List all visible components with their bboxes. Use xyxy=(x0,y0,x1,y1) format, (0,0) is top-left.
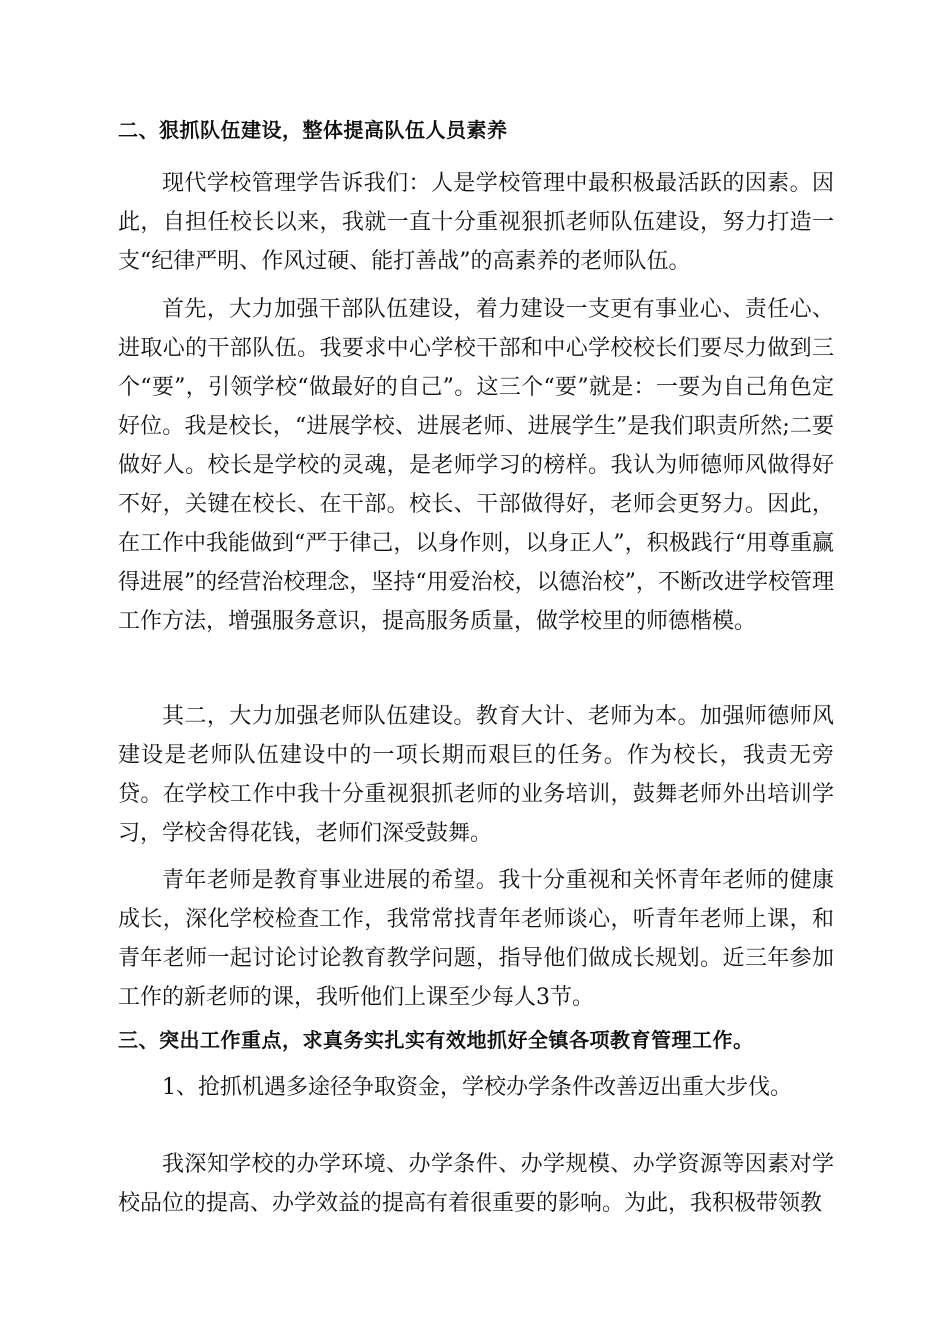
paragraph-1: 现代学校管理学告诉我们：人是学校管理中最积极最活跃的因素。因此，自担任校长以来，我就一直十分重视狠抓老师队伍建设，努力打造一支“纪律严明、作风过硬、能打善战”的高素养的老师队伍。 xyxy=(118,171,834,274)
paragraph-4: 青年老师是教育事业进展的希望。我十分重视和关怀青年老师的健康成长，深化学校检查工作，我常常找青年老师谈心，听青年老师上课，和青年老师一起讨论讨论教育教学问题，指导他们做成长规划。近三年参加工作的新老师的课，我听他们上课至少每人3节。 xyxy=(118,868,834,1010)
section-heading-3: 三、突出工作重点，求真务实扎实有效地抓好全镇各项教育管理工作。 xyxy=(118,1028,754,1052)
paragraph-3: 其二，大力加强老师队伍建设。教育大计、老师为本。加强师德师风建设是老师队伍建设中的一项长期而艰巨的任务。作为校长，我责无旁贷。在学校工作中我十分重视狠抓老师的业务培训，鼓舞老师外出培训学习，学校舍得花钱，老师们深受鼓舞。 xyxy=(118,704,834,846)
paragraph-2: 首先，大力加强干部队伍建设，着力建设一支更有事业心、责任心、进取心的干部队伍。我要求中心学校干部和中心学校校长们要尽力做到三个“要”，引领学校“做最好的自己”。这三个“要”就是：一要为自己角色定好位。我是校长，“进展学校、进展老师、进展学生”是我们职责所然;二要做好人。校长是学校的灵魂，是老师学习的榜样。我认为师德师风做得好不好，关键在校长、在干部。校长、干部做得好，老师会更努力。因此，在工作中我能做到“严于律己，以身作则，以身正人”，积极践行“用尊重赢得进展”的经营治校理念，坚持“用爱治校，以德治校”，不断改进学校管理工作方法，增强服务意识，提高服务质量，做学校里的师德楷模。 xyxy=(118,297,834,634)
paragraph-5: 1、抢抓机遇多途径争取资金，学校办学条件改善迈出重大步伐。 xyxy=(162,1075,792,1100)
section-heading-2: 二、狠抓队伍建设，整体提高队伍人员素养 xyxy=(118,118,508,142)
paragraph-6: 我深知学校的办学环境、办学条件、办学规模、办学资源等因素对学校品位的提高、办学效益的提高有着很重要的影响。为此，我积极带领教 xyxy=(118,1152,834,1216)
